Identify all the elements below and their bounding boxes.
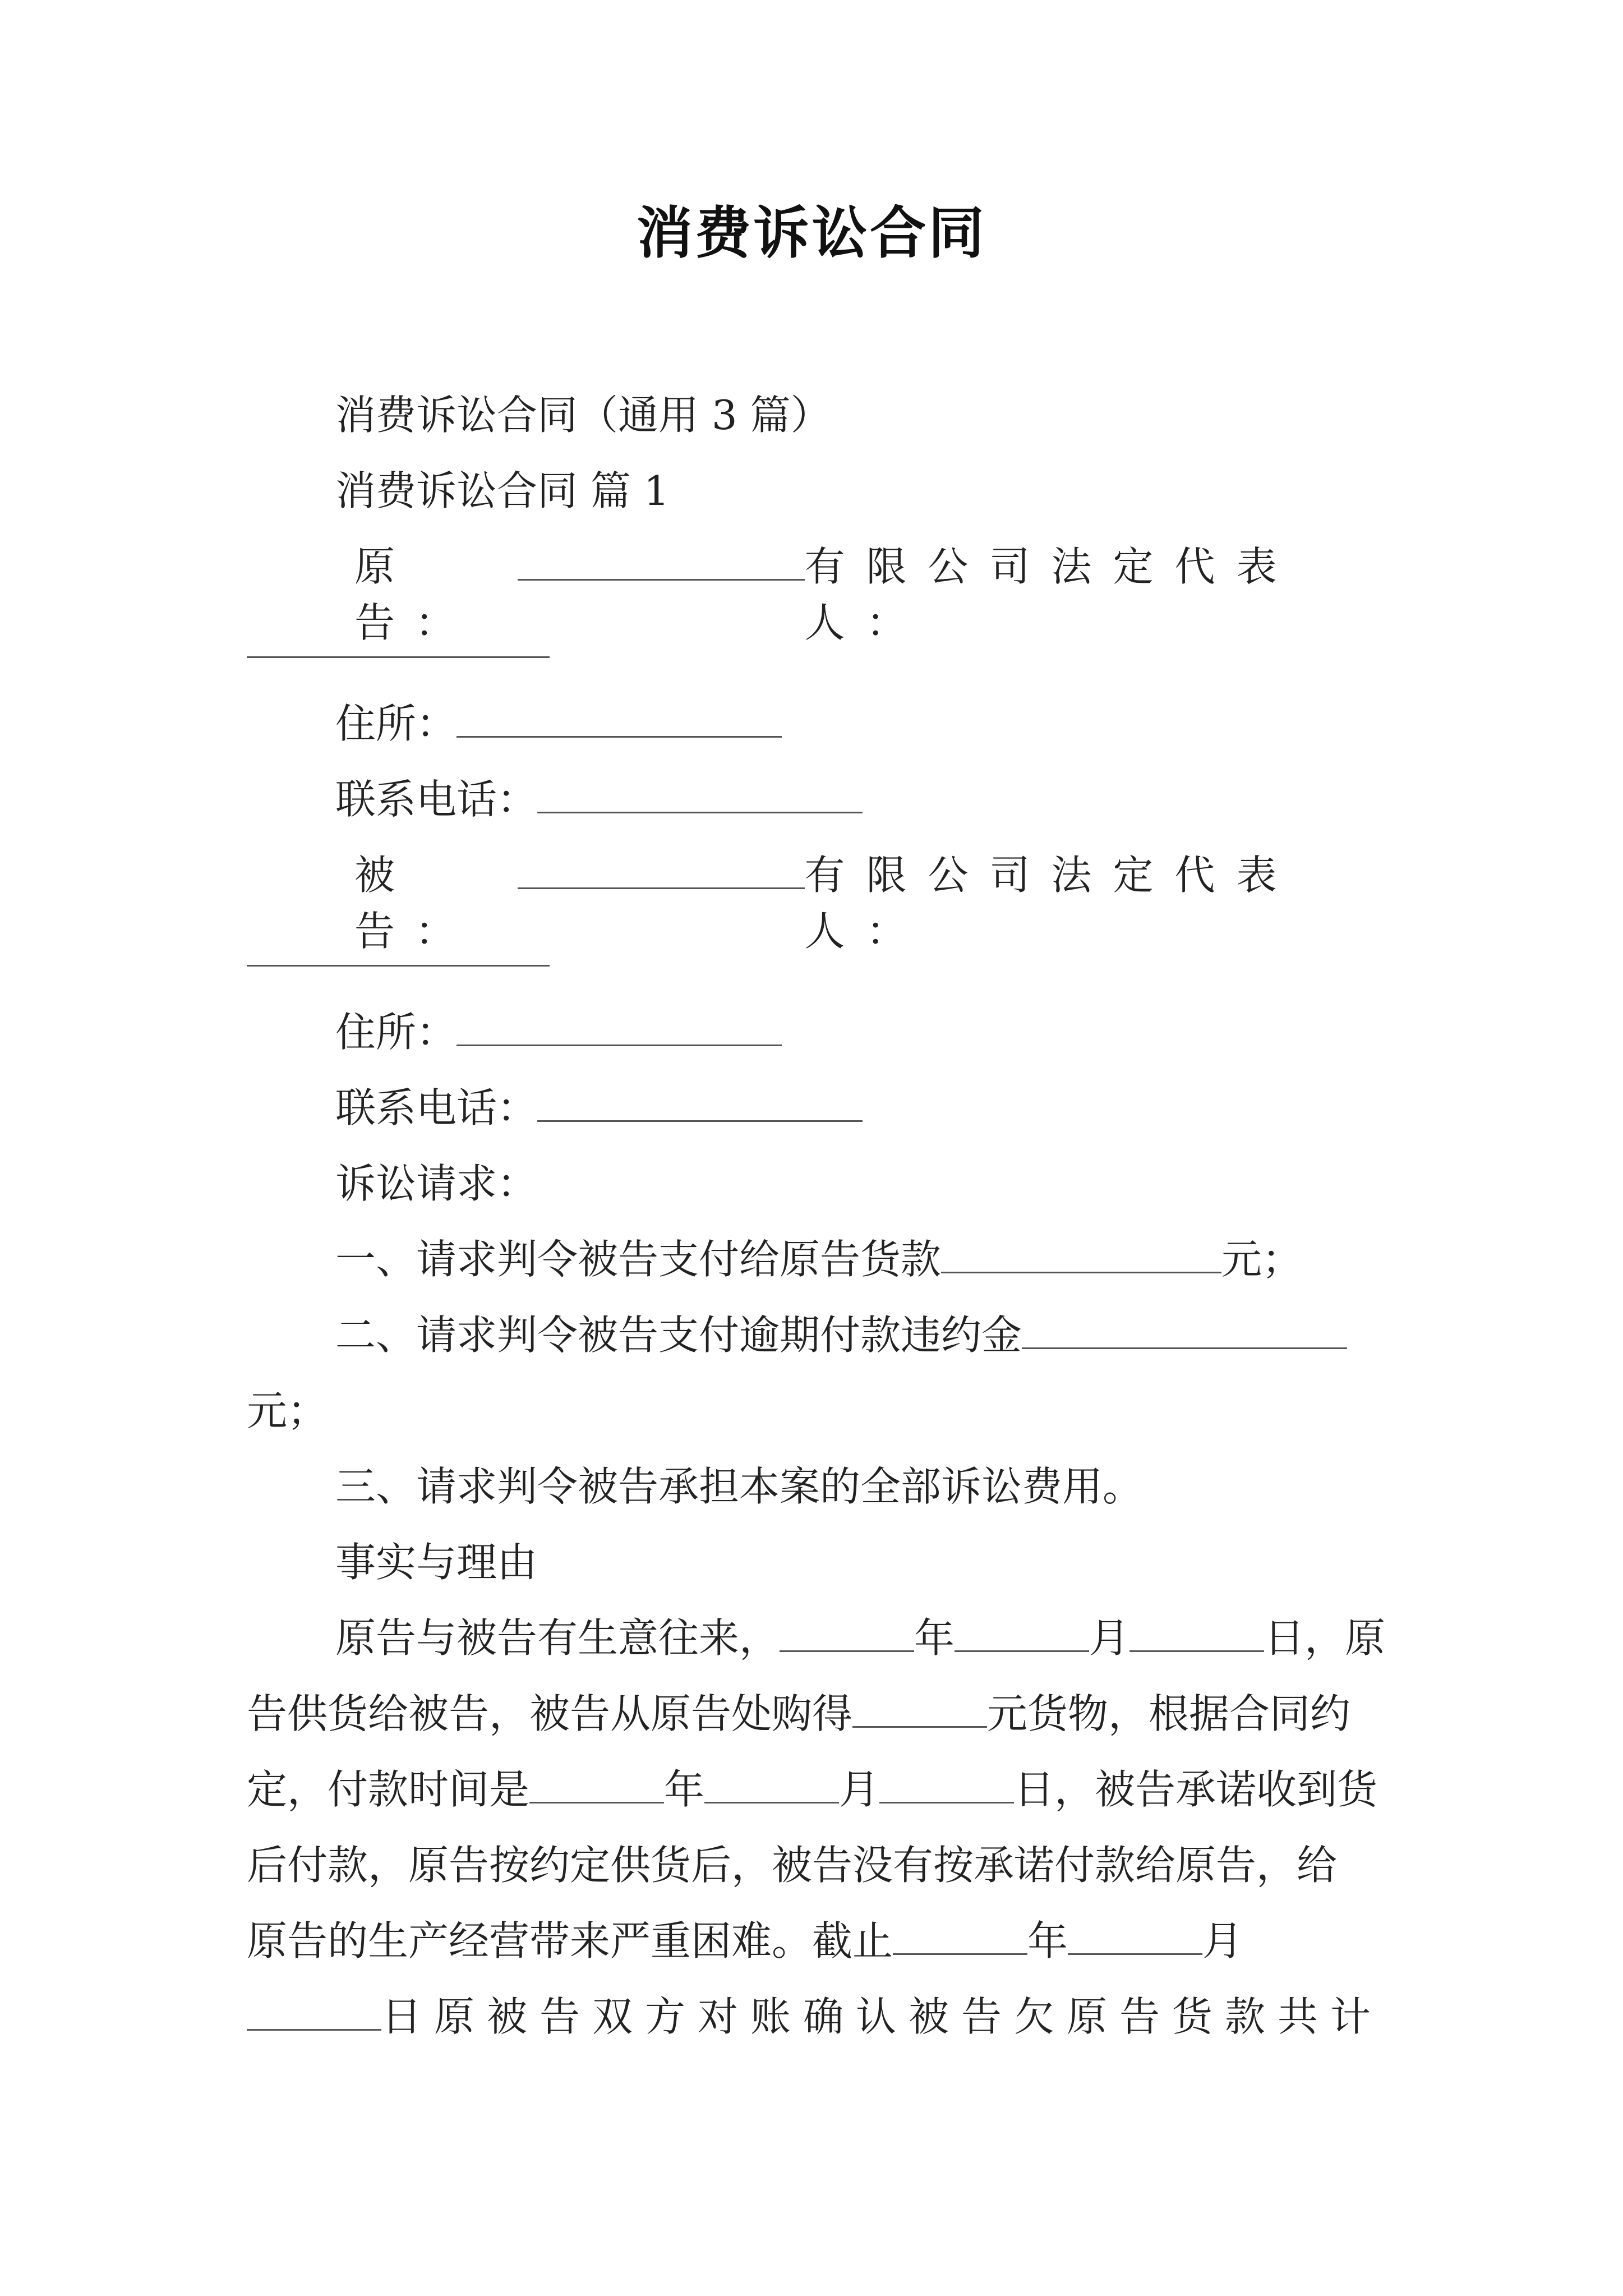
plaintiff-representative-blank[interactable]: [247, 656, 550, 658]
date-month-blank[interactable]: [955, 1613, 1089, 1652]
plaintiff-phone-blank[interactable]: [537, 775, 863, 813]
defendant-address-line: [335, 1004, 782, 1060]
defendant-line: [354, 847, 1358, 959]
claim-1-text: 一、请求判令被告支付给原告货款: [335, 1236, 942, 1283]
defendant-phone-line: [335, 1080, 863, 1136]
day-label: 日: [1014, 1766, 1055, 1813]
plaintiff-phone-line: [335, 771, 863, 827]
year-label: 年: [914, 1614, 955, 1662]
defendant-representative-blank[interactable]: [247, 965, 550, 967]
document-subtitle: 消费诉讼合同（通用 3 篇）: [335, 392, 831, 439]
claim-1-unit: 元；: [1221, 1236, 1303, 1283]
payment-year-blank[interactable]: [529, 1765, 664, 1803]
year-label: 年: [1027, 1917, 1068, 1964]
defendant-address-blank[interactable]: [457, 1007, 782, 1046]
claim-2: [335, 1307, 1347, 1363]
defendant-phone-blank[interactable]: [537, 1083, 863, 1122]
facts-line-4: 后付款，原告按约定供货后，被告没有按承诺付款给原告，给: [247, 1842, 1338, 1889]
facts-text: ，被告承诺收到货: [1054, 1766, 1378, 1813]
defendant-label: 被告：: [354, 852, 476, 955]
facts-heading: 事实与理由: [335, 1539, 538, 1586]
facts-line-1: [335, 1610, 1385, 1666]
facts-line-6: [247, 1989, 1383, 2045]
defendant-name-blank[interactable]: [518, 850, 805, 889]
claim-3: 三、请求判令被告承担本案的全部诉讼费用。: [335, 1463, 1144, 1510]
cutoff-month-blank[interactable]: [1068, 1916, 1202, 1955]
section-heading: 消费诉讼合同 篇 1: [335, 467, 670, 514]
facts-text: 原告与被告有生意往来，: [335, 1614, 780, 1662]
claim-2-amount-blank[interactable]: [1022, 1310, 1347, 1349]
claim-2-unit: 元；: [247, 1387, 328, 1434]
plaintiff-label: 原告：: [354, 543, 476, 646]
facts-text: 元货物，根据合同约: [987, 1690, 1351, 1737]
facts-line-3: [247, 1761, 1377, 1818]
plaintiff-address-line: [335, 696, 782, 752]
plaintiff-address-label: 住所：: [335, 700, 457, 747]
facts-text: 日原被告双方对账确认被告欠原告货款共计: [381, 1993, 1384, 2040]
plaintiff-name-blank[interactable]: [518, 542, 805, 581]
month-label: 月: [1202, 1917, 1243, 1964]
claim-1: [335, 1231, 1302, 1287]
date-day-blank[interactable]: [1129, 1613, 1264, 1652]
claims-heading: 诉讼请求：: [335, 1160, 538, 1207]
facts-line-5: [247, 1913, 1243, 1969]
plaintiff-address-blank[interactable]: [457, 699, 782, 738]
claim-2-text: 二、请求判令被告支付逾期付款违约金: [335, 1312, 1022, 1359]
date-year-blank[interactable]: [780, 1613, 914, 1652]
claim-1-amount-blank[interactable]: [941, 1235, 1221, 1273]
payment-month-blank[interactable]: [704, 1765, 839, 1803]
year-label: 年: [664, 1766, 705, 1813]
cutoff-year-blank[interactable]: [893, 1916, 1027, 1955]
plaintiff-line: [354, 539, 1358, 651]
day-label: 日: [1264, 1614, 1305, 1662]
facts-text: 告供货给被告，被告从原告处购得: [247, 1690, 853, 1737]
facts-text: 定，付款时间是: [247, 1766, 530, 1813]
facts-text: 原告的生产经营带来严重困难。截止: [247, 1917, 893, 1964]
goods-amount-blank[interactable]: [852, 1689, 987, 1728]
facts-text: ，原: [1304, 1614, 1386, 1662]
cutoff-day-blank[interactable]: [247, 1992, 381, 2031]
month-label: 月: [1089, 1614, 1130, 1662]
month-label: 月: [839, 1766, 880, 1813]
defendant-company-suffix: 有限公司法定代表人：: [804, 852, 1298, 955]
facts-line-2: [247, 1686, 1350, 1742]
document-title: 消费诉讼合同: [637, 200, 986, 266]
defendant-address-label: 住所：: [335, 1009, 457, 1056]
defendant-phone-label: 联系电话：: [335, 1084, 538, 1131]
payment-day-blank[interactable]: [879, 1765, 1014, 1803]
plaintiff-company-suffix: 有限公司法定代表人：: [804, 543, 1298, 646]
plaintiff-phone-label: 联系电话：: [335, 776, 538, 823]
